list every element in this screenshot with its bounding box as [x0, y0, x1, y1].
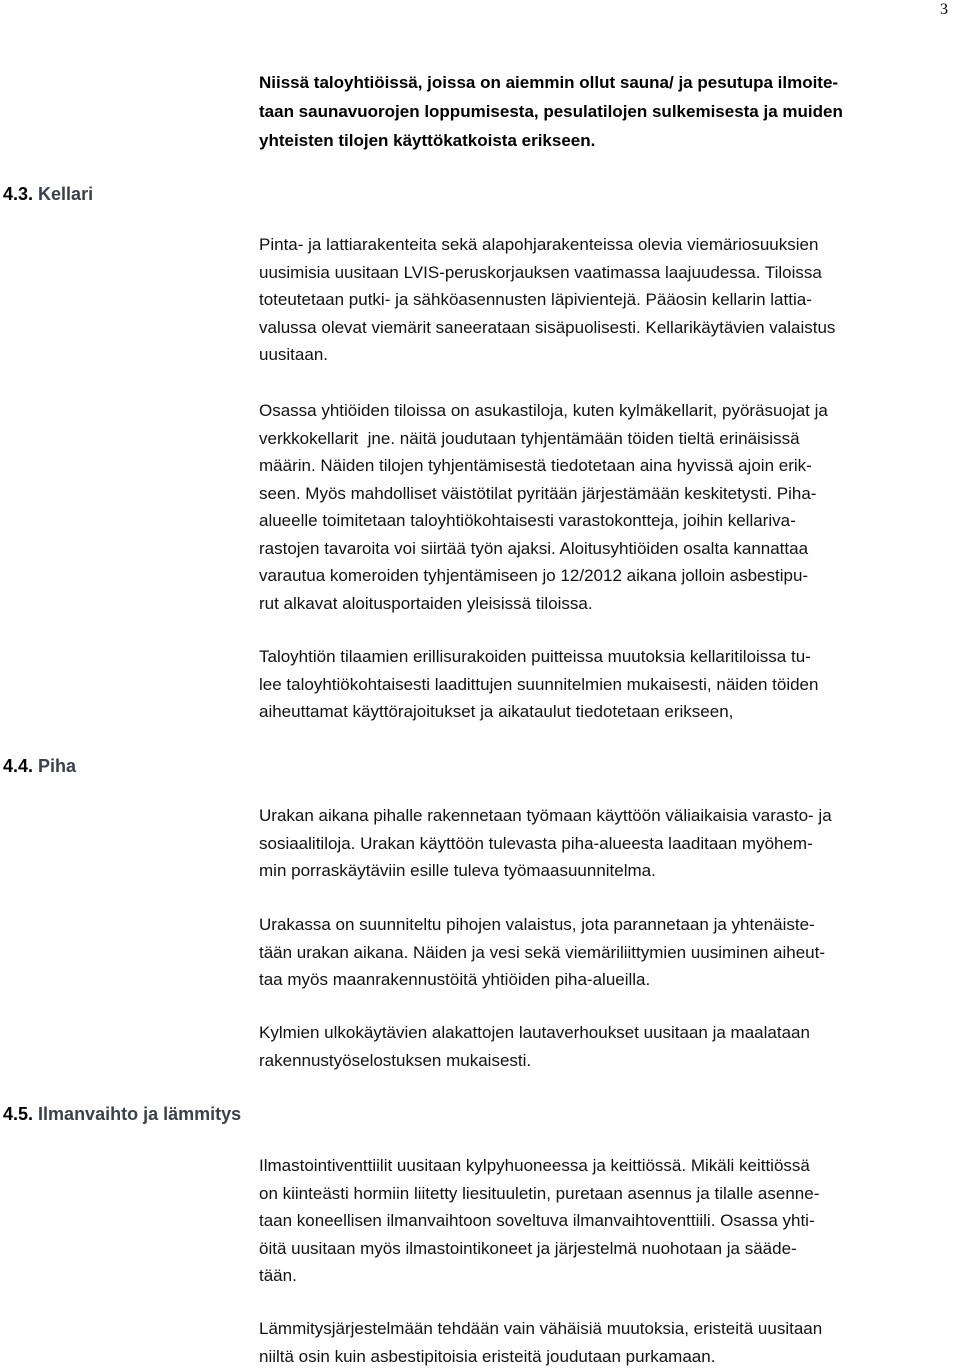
- text-line: määrin. Näiden tilojen tyhjentämisestä tiedotetaan aina hyvissä ajoin erik-: [259, 456, 812, 475]
- text-line: verkkokellarit jne. näitä joudutaan tyhjentämään töiden tieltä erinäisissä: [259, 428, 800, 448]
- text-line: valussa olevat viemärit saneerataan sisäpuolisesti. Kellarikäytävien valaistus: [259, 317, 836, 337]
- section-heading-ilmanvaihto: [3, 1100, 241, 1128]
- text-line: aiheuttamat käyttörajoitukset ja aikataulut tiedotetaan erikseen,: [259, 702, 734, 721]
- intro-paragraph: [259, 68, 957, 155]
- paragraph: [259, 231, 957, 369]
- text-line: Pinta- ja lattiarakenteita sekä alapohjarakenteissa olevia viemäriosuuksien: [259, 235, 819, 254]
- text-line: Urakan aikana pihalle rakennetaan työmaan käyttöön väliaikaisia varasto- ja: [259, 806, 832, 825]
- text-line: Niissä taloyhtiöissä, joissa on aiemmin ollut sauna/ ja pesutupa ilmoite-: [259, 73, 839, 92]
- text-line: rastojen tavaroita voi siirtää työn ajaksi. Aloitusyhtiöiden osalta kannattaa: [259, 538, 809, 558]
- section-heading-piha: [3, 752, 76, 780]
- paragraph: [259, 1019, 957, 1074]
- text-line: uusitaan.: [259, 345, 328, 364]
- text-line: taan koneellisen ilmanvaihtoon soveltuva ilmanvaihtoventtiili. Osassa yhti-: [259, 1211, 815, 1230]
- section-number: 4.3.: [3, 184, 34, 204]
- section-title: Piha: [38, 756, 77, 776]
- text-line: seen. Myös mahdolliset väistötilat pyritään järjestämään keskitetysti. Piha-: [259, 483, 817, 503]
- text-line: Kylmien ulkokäytävien alakattojen lautaverhoukset uusitaan ja maalataan: [259, 1023, 810, 1042]
- text-line: rut alkavat aloitusportaiden yleisissä tiloissa.: [259, 593, 593, 613]
- page-number: 3: [940, 1, 948, 18]
- text-line: sosiaalitiloja. Urakan käyttöön tulevasta piha-alueesta laaditaan myöhem-: [259, 833, 813, 853]
- section-number: 4.5.: [3, 1104, 34, 1124]
- paragraph: [259, 911, 957, 994]
- text-line: Ilmastointiventtiilit uusitaan kylpyhuoneessa ja keittiössä. Mikäli keittiössä: [259, 1156, 810, 1175]
- text-line: taan saunavuorojen loppumisesta, pesulatilojen sulkemisesta ja muiden: [259, 102, 843, 121]
- text-line: niiltä osin kuin asbestipitoisia eristeitä joudutaan purkamaan.: [259, 1346, 716, 1366]
- paragraph: [259, 802, 957, 885]
- text-line: lee taloyhtiökohtaisesti laadittujen suunnitelmien mukaisesti, näiden töiden: [259, 674, 819, 694]
- text-line: uusimisia uusitaan LVIS-peruskorjauksen vaatimassa laajuudessa. Tiloissa: [259, 262, 822, 282]
- text-line: Urakassa on suunniteltu pihojen valaistus, jota parannetaan ja yhtenäiste-: [259, 915, 815, 934]
- text-line: tään urakan aikana. Näiden ja vesi sekä viemäriliittymien uusiminen aiheut-: [259, 942, 826, 962]
- paragraph: [259, 643, 957, 726]
- section-title: Ilmanvaihto ja lämmitys: [38, 1104, 242, 1124]
- paragraph: [259, 397, 957, 617]
- text-line: alueelle toimitetaan taloyhtiökohtaisesti varastokontteja, joihin kellariva-: [259, 511, 796, 530]
- text-line: yhteisten tilojen käyttökatkoista erikseen.: [259, 131, 596, 150]
- section-number: 4.4.: [3, 756, 34, 776]
- section-title: Kellari: [38, 184, 94, 204]
- text-line: toteutetaan putki- ja sähköasennusten läpivientejä. Pääosin kellarin lattia-: [259, 290, 812, 309]
- paragraph: [259, 1152, 957, 1290]
- paragraph: [259, 1315, 957, 1370]
- section-heading-kellari: [3, 180, 93, 208]
- text-line: varautua komeroiden tyhjentämiseen jo 12/2012 aikana jolloin asbestipu-: [259, 566, 809, 585]
- text-line: rakennustyöselostuksen mukaisesti.: [259, 1050, 532, 1070]
- text-line: öitä uusitaan myös ilmastointikoneet ja järjestelmä nuohotaan ja sääde-: [259, 1238, 797, 1258]
- text-line: min porraskäytäviin esille tuleva työmaasuunnitelma.: [259, 861, 656, 880]
- text-line: taa myös maanrakennustöitä yhtiöiden piha-alueilla.: [259, 970, 651, 989]
- text-line: tään.: [259, 1266, 297, 1285]
- text-line: on kiinteästi hormiin liitetty liesituuletin, puretaan asennus ja tilalle asenne-: [259, 1183, 820, 1203]
- text-line: Osassa yhtiöiden tiloissa on asukastiloja, kuten kylmäkellarit, pyöräsuojat ja: [259, 401, 828, 420]
- text-line: Taloyhtiön tilaamien erillisurakoiden puitteissa muutoksia kellaritiloissa tu-: [259, 647, 811, 666]
- text-line: Lämmitysjärjestelmään tehdään vain vähäisiä muutoksia, eristeitä uusitaan: [259, 1319, 823, 1338]
